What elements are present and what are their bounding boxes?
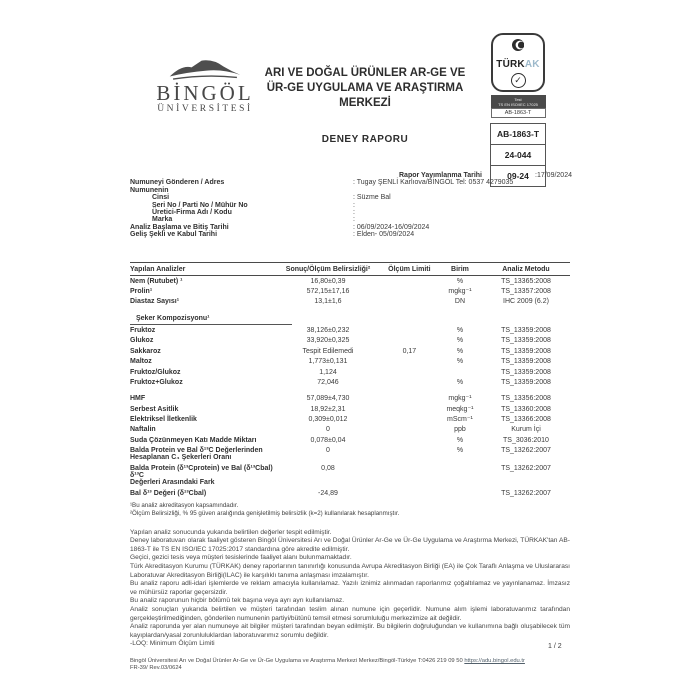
crescent-icon [512, 38, 524, 56]
table-row [130, 435, 570, 445]
col-header-limit: Ölçüm Limiti [381, 263, 438, 276]
footer-address-line: Bingöl Üniversitesi Arı ve Doğal Ürünler Ar-Ge ve Ür-Ge Uygulama ve Araştırma Merkezi Merkez/Bingöl-Türkiye T:0426 219 09 50 https://adu.bingol.edu.tr [130, 658, 525, 664]
analysis-limit: 0,17 [402, 347, 417, 355]
analysis-name: Elektriksel İletkenlik [130, 416, 197, 424]
analysis-unit [438, 488, 482, 498]
col-header-analyses: Yapılan Analizler [130, 263, 275, 276]
analysis-name: Fruktoz+Glukoz [130, 378, 183, 386]
analysis-limit [381, 336, 438, 346]
analysis-name: Sakkaroz [130, 347, 161, 355]
analysis-method: TS_13359:2008 [501, 347, 551, 355]
info-value: : [353, 208, 355, 216]
page-footer [130, 658, 582, 672]
page-number: 1 / 2 [548, 643, 562, 650]
analysis-name: Prolin¹ [130, 287, 153, 295]
analysis-limit [381, 488, 438, 498]
center-title-line3: MERKEZİ [339, 97, 391, 109]
analysis-method: TS_13359:2008 [501, 378, 551, 386]
analysis-name: Fruktoz [130, 326, 156, 334]
table-row [130, 367, 570, 377]
analysis-name: Nem (Rutubet) ¹ [130, 277, 183, 285]
info-label: Seri No / Parti No / Mühür No [152, 201, 248, 209]
analysis-name: Naftalin [130, 426, 156, 434]
info-rows [130, 179, 570, 238]
analysis-result: 18,92±2,31 [310, 405, 346, 413]
analysis-method: TS_13366:2008 [501, 416, 551, 424]
section-label: Şeker Kompozisyonu¹ [130, 315, 292, 325]
table-row [130, 325, 570, 335]
results-table [130, 262, 570, 498]
analysis-limit [381, 367, 438, 377]
report-number-box: 24-044 [490, 144, 546, 166]
analysis-name: Bal δ¹³ Değeri (δ¹³Cbal) [130, 489, 207, 497]
analysis-name: Suda Çözünmeyen Katı Madde Miktarı [130, 436, 257, 444]
center-title-line1: ARI VE DOĞAL ÜRÜNLER AR-GE VE [264, 67, 466, 79]
analysis-result: 1,773±0,131 [308, 358, 348, 366]
analysis-result: 13,1±1,6 [314, 298, 342, 306]
col-header-method: Analiz Metodu [482, 263, 570, 276]
analysis-result: 38,126±0,232 [306, 326, 350, 334]
analysis-method: TS_3036:2010 [503, 436, 549, 444]
analysis-name: Serbest Asitlik [130, 405, 179, 413]
analysis-method: TS_13356:2008 [501, 395, 551, 403]
table-row [130, 463, 570, 488]
analysis-unit: DN [454, 298, 466, 306]
analysis-name: Maltoz [130, 358, 152, 366]
info-row [130, 202, 570, 209]
analysis-method: TS_13262:2007 [501, 464, 551, 472]
analysis-limit [381, 286, 438, 296]
info-row [130, 224, 570, 231]
info-label: Geliş Şekli ve Kabul Tarihi [130, 231, 218, 239]
table-row [130, 425, 570, 435]
analysis-unit: ppb [454, 426, 466, 434]
analysis-unit: mgkg⁻¹ [448, 287, 472, 295]
analysis-unit: % [456, 436, 464, 444]
analysis-limit [381, 377, 438, 387]
analysis-result: 0,078±0,04 [310, 436, 346, 444]
analysis-method: TS_13357:2008 [501, 287, 551, 295]
section-row [130, 313, 570, 325]
analysis-name: HMF [130, 395, 146, 403]
col-header-result: Sonuç/Ölçüm Belirsizliği² [275, 263, 381, 276]
info-label: Numunenin [130, 186, 169, 194]
info-row [130, 216, 570, 223]
table-row [130, 297, 570, 307]
footnote: ²Ölçüm Belirsizliği, % 95 güven aralığında genişletilmiş belirsizlik (k=2) kullanılarak hesaplanmıştır. [130, 510, 400, 518]
col-header-unit: Birim [438, 263, 482, 276]
analysis-result: -24,89 [318, 489, 338, 497]
analysis-name: Balda Protein ve Bal δ¹³C Değerlerinden Hesaplanan C₄ Şekerleri Oranı [130, 447, 263, 462]
analysis-limit [381, 463, 438, 488]
footer-doc-code: FR-39/ Rev.03/0624 [130, 665, 182, 671]
analysis-unit: % [456, 347, 464, 355]
main-content [130, 262, 570, 649]
analysis-limit [381, 425, 438, 435]
info-value: : [353, 201, 355, 209]
analysis-limit [381, 404, 438, 414]
analysis-unit: % [456, 358, 464, 366]
analysis-result: 16,80±0,39 [310, 277, 346, 285]
analysis-name: Fruktoz/Glukoz [130, 368, 181, 376]
note-paragraph: Geçici, gezici tesis veya müşteri tesislerinde faaliyet alanı bulunmamaktadır. [130, 554, 352, 562]
table-footnotes [130, 502, 570, 517]
checkmark-icon: ✓ [511, 73, 526, 88]
analysis-unit [438, 367, 482, 377]
info-value: : Elden- 05/09/2024 [353, 231, 415, 239]
analysis-result: 0 [326, 447, 330, 455]
report-date-value: :17/09/2024 [535, 172, 572, 179]
cert-code-strip: AB-1863-T [491, 108, 546, 118]
analysis-result: 72,046 [317, 378, 339, 386]
info-label: Numuneyi Gönderen / Adres [130, 179, 225, 187]
analysis-method: TS_13359:2008 [501, 368, 551, 376]
note-paragraph: Deney laboratuvarı olarak faaliyet gösteren Bingöl Üniversitesi Arı ve Doğal Ürünler Ar-Ge ve Ür-Ge Uygulama ve Araştırma Merkezi, TÜRKAK'tan AB-1863-T ile TS EN ISO/IEC 17025:2017 standardına göre akredite edilmiştir. [130, 537, 570, 553]
analysis-unit: % [456, 337, 464, 345]
note-paragraph: -LOQ: Minimum Ölçüm Limiti [130, 640, 215, 648]
analysis-method: TS_13262:2007 [501, 447, 551, 455]
analysis-unit: % [456, 378, 464, 386]
analysis-result: 1,124 [319, 368, 337, 376]
table-row [130, 394, 570, 404]
analysis-method: Kurum İçi [511, 426, 541, 434]
analysis-method: TS_13359:2008 [501, 326, 551, 334]
analysis-unit: mScm⁻¹ [447, 416, 473, 424]
table-row [130, 488, 570, 498]
footer-link[interactable]: https://adu.bingol.edu.tr [464, 658, 525, 664]
analysis-limit [381, 276, 438, 287]
info-row [130, 179, 570, 186]
table-row [130, 286, 570, 296]
info-row [130, 194, 570, 201]
table-row [130, 377, 570, 387]
analysis-method: TS_13262:2007 [501, 489, 551, 497]
info-label: Marka [152, 216, 173, 224]
center-title-line2: ÜR-GE UYGULAMA VE ARAŞTIRMA [266, 82, 464, 94]
info-label: Üretici-Firma Adı / Kodu [152, 208, 232, 216]
turkak-logo [491, 33, 545, 92]
table-row [130, 346, 570, 356]
analysis-limit [381, 446, 438, 464]
table-row [130, 336, 570, 346]
analysis-result: 572,15±17,16 [306, 287, 350, 295]
analysis-unit: % [456, 326, 464, 334]
analysis-limit [381, 325, 438, 335]
analysis-method: TS_13359:2008 [501, 337, 551, 345]
analysis-method: TS_13365:2008 [501, 277, 551, 285]
analysis-method: IHC 2009 (6.2) [503, 298, 549, 306]
info-row [130, 187, 570, 194]
period-box: 09-24 [490, 165, 546, 187]
info-row [130, 231, 570, 238]
analysis-limit [381, 415, 438, 425]
info-label: Analiz Başlama ve Bitiş Tarihi [130, 223, 229, 231]
info-row [130, 209, 570, 216]
table-row [130, 415, 570, 425]
note-paragraph: Türk Akreditasyon Kurumu (TÜRKAK) deney raporlarının tanınırlığı konusunda Avrupa Akreditasyon Birliği (EA) ile Çok Taraflı Anlaşma ve Uluslararası Laboratuvar Akreditasyon Birliği(ILAC) ile karşılıklı tanıma anlaşması imzalamıştır. [130, 563, 570, 579]
analysis-name: Glukoz [130, 337, 154, 345]
analysis-result: 0,08 [321, 464, 335, 472]
analysis-limit [381, 435, 438, 445]
note-paragraph: Yapılan analiz sonucunda yukarıda belirtilen değerler tespit edilmiştir. [130, 528, 332, 536]
analysis-result: 0 [326, 426, 330, 434]
analysis-unit: mgkg⁻¹ [448, 395, 472, 403]
note-paragraph: Bu analiz raporunun hiçbir bölümü tek başına veya ayrı ayrı kullanılamaz. [130, 597, 345, 605]
analysis-unit [438, 463, 482, 488]
table-row [130, 357, 570, 367]
report-title: DENEY RAPORU [321, 134, 409, 145]
report-date-label: Rapor Yayımlanma Tarihi [399, 172, 482, 179]
note-paragraph: Bu analiz raporu adli-idari işlemlerde ve reklam amacıyla kullanılamaz. Yazılı iznimiz alınmadan raporlarımız çoğaltılamaz ve yayınlanamaz. İmzasız ve mühürsüz raporlar geçersizdir. [130, 580, 570, 596]
university-name-sub: ÜNİVERSİTESİ [157, 104, 253, 114]
analysis-name: Balda Protein (δ¹³Cprotein) ve Bal (δ¹³Cbal) δ¹³C Değerleri Arasındaki Fark [130, 464, 273, 487]
info-value: : [353, 216, 355, 224]
footnote: ¹Bu analiz akreditasyon kapsamındadır. [130, 502, 239, 510]
table-header-row [130, 263, 570, 276]
analysis-method: TS_13360:2008 [501, 405, 551, 413]
analysis-unit: % [456, 277, 464, 285]
table-row [130, 276, 570, 287]
analysis-unit: % [456, 447, 464, 455]
table-row [130, 404, 570, 414]
analysis-method: TS_13359:2008 [501, 358, 551, 366]
center-title [238, 66, 492, 111]
legal-notes [130, 529, 570, 649]
analysis-result: 33,920±0,325 [306, 337, 350, 345]
note-paragraph: Analiz raporunda yer alan numuneye ait bilgiler müşteri tarafından beyan edilmiştir. Bu bilgilerin doğruluğundan ve kullanımına bağlı oluşabilecek tüm kayıplardan/yasal zorunluluklardan laboratuvarımız sorumlu değildir. [130, 623, 570, 639]
cert-scope-box: Test TS EN ISO/IEC 17025 [491, 95, 546, 108]
note-paragraph: Analiz sonuçları yukarıda belirtilen ve müşteri tarafından teslim alınan numune için geçerlidir. Numune alım işlemi laboratuvarımız tarafından gerçekleştirilmediğinden, gönderilen numunenin partiyi/bütünü temsil etmesi sorumluluğu merkezimize ait değildir. [130, 605, 570, 622]
sample-info-section [130, 172, 570, 239]
info-label: Cinsi [152, 194, 170, 202]
results-table-body [130, 276, 570, 499]
turkak-wordmark: TÜRKAK [496, 58, 540, 70]
analysis-result: Tespit Edilemedi [302, 347, 354, 355]
analysis-limit [381, 394, 438, 404]
accreditation-number-box: AB-1863-T [490, 123, 546, 145]
info-value: : Süzme Bal [353, 194, 391, 202]
analysis-limit [381, 357, 438, 367]
university-name: BİNGÖL [156, 81, 254, 105]
table-row [130, 446, 570, 464]
info-value: : 06/09/2024-16/09/2024 [353, 223, 430, 231]
accreditation-panel [490, 33, 546, 187]
analysis-name: Diastaz Sayısı¹ [130, 298, 180, 306]
analysis-result: 0,309±0,012 [308, 416, 348, 424]
info-value: : Tugay ŞENLİ Karlıova/BİNGÖL Tel: 0537 4279035 [353, 179, 514, 187]
analysis-unit: meqkg⁻¹ [446, 405, 474, 413]
analysis-limit [381, 297, 438, 307]
analysis-result: 57,089±4,730 [306, 395, 350, 403]
